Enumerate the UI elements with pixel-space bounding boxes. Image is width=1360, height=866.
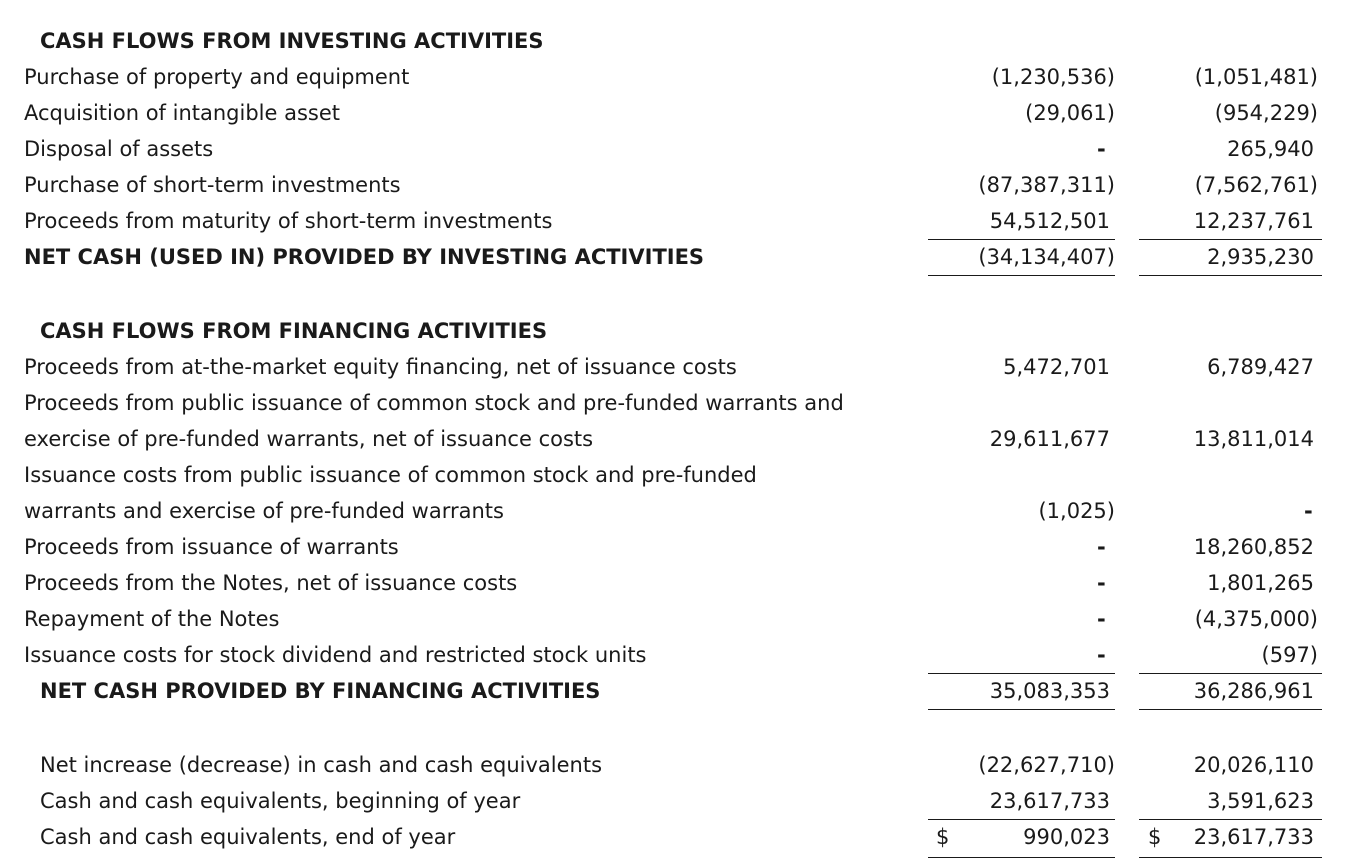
row-label: exercise of pre-funded warrants, net of issuance costs <box>24 427 594 451</box>
row-label: Issuance costs for stock dividend and restricted stock units <box>24 643 647 667</box>
investing-header-row <box>0 23 1360 59</box>
financing-header-row <box>0 313 1360 349</box>
value-current-year: - <box>1097 137 1106 161</box>
row-label: Purchase of property and equipment <box>24 65 410 89</box>
value-current-year: (1,230,536) <box>991 65 1115 89</box>
table-row <box>0 783 1360 819</box>
value-current-year: (87,387,311) <box>978 173 1115 197</box>
value-current-year: (1,025) <box>1038 499 1115 523</box>
total-current-year: (34,134,407) <box>978 245 1115 269</box>
row-label: Proceeds from issuance of warrants <box>24 535 399 559</box>
value-current-year: 23,617,733 <box>989 789 1110 813</box>
ending-cash-row <box>0 819 1360 855</box>
value-prior-year: (1,051,481) <box>1194 65 1318 89</box>
value-current-year: 54,512,501 <box>989 209 1110 233</box>
row-label: warrants and exercise of pre-funded warrants <box>24 499 504 523</box>
value-current-year: 990,023 <box>1023 825 1110 849</box>
value-prior-year: 6,789,427 <box>1207 355 1314 379</box>
value-current-year: - <box>1097 643 1106 667</box>
value-current-year: - <box>1097 607 1106 631</box>
table-row <box>0 529 1360 565</box>
financing-total-row <box>0 673 1360 709</box>
value-prior-year: - <box>1304 499 1313 523</box>
financing-header: CASH FLOWS FROM FINANCING ACTIVITIES <box>40 319 548 343</box>
value-prior-year: (4,375,000) <box>1194 607 1318 631</box>
value-prior-year: (597) <box>1261 643 1318 667</box>
total-prior-year: 2,935,230 <box>1207 245 1314 269</box>
value-prior-year: 18,260,852 <box>1193 535 1314 559</box>
table-row <box>0 637 1360 673</box>
table-row <box>0 747 1360 783</box>
value-current-year: (22,627,710) <box>978 753 1115 777</box>
investing-header: CASH FLOWS FROM INVESTING ACTIVITIES <box>40 29 544 53</box>
row-label: Repayment of the Notes <box>24 607 280 631</box>
row-label: Proceeds from maturity of short-term investments <box>24 209 553 233</box>
value-prior-year: 265,940 <box>1227 137 1314 161</box>
value-current-year: 29,611,677 <box>989 427 1110 451</box>
double-rule <box>928 857 1115 858</box>
row-label: Cash and cash equivalents, end of year <box>40 825 456 849</box>
value-current-year: - <box>1097 571 1106 595</box>
row-label: Proceeds from public issuance of common stock and pre-funded warrants and <box>24 391 844 415</box>
value-prior-year: 13,811,014 <box>1193 427 1314 451</box>
total-prior-year: 36,286,961 <box>1193 679 1314 703</box>
total-rule <box>1139 709 1322 710</box>
value-prior-year: 3,591,623 <box>1207 789 1314 813</box>
table-row <box>0 493 1360 529</box>
table-row <box>0 349 1360 385</box>
table-row <box>0 601 1360 637</box>
table-row <box>0 131 1360 167</box>
value-prior-year: 20,026,110 <box>1193 753 1314 777</box>
currency-symbol: $ <box>936 825 950 849</box>
row-label: Cash and cash equivalents, beginning of year <box>40 789 521 813</box>
row-label: Proceeds from at-the-market equity financing, net of issuance costs <box>24 355 737 379</box>
table-row <box>0 95 1360 131</box>
total-rule <box>928 709 1115 710</box>
row-label: Disposal of assets <box>24 137 214 161</box>
table-row <box>0 167 1360 203</box>
value-prior-year: 1,801,265 <box>1207 571 1314 595</box>
total-current-year: 35,083,353 <box>989 679 1110 703</box>
row-label: Purchase of short-term investments <box>24 173 401 197</box>
row-label: Proceeds from the Notes, net of issuance costs <box>24 571 518 595</box>
currency-symbol: $ <box>1148 825 1162 849</box>
value-current-year: (29,061) <box>1025 101 1115 125</box>
investing-total-row <box>0 239 1360 275</box>
value-prior-year: 23,617,733 <box>1193 825 1314 849</box>
total-rule <box>1139 275 1322 276</box>
table-row <box>0 565 1360 601</box>
row-label: Issuance costs from public issuance of common stock and pre-funded <box>24 463 757 487</box>
value-prior-year: (7,562,761) <box>1194 173 1318 197</box>
total-label: NET CASH PROVIDED BY FINANCING ACTIVITIES <box>40 679 601 703</box>
table-row-line1 <box>0 457 1360 493</box>
value-prior-year: 12,237,761 <box>1193 209 1314 233</box>
table-row <box>0 421 1360 457</box>
table-row-line1 <box>0 385 1360 421</box>
row-label: Acquisition of intangible asset <box>24 101 340 125</box>
table-row <box>0 203 1360 239</box>
total-rule <box>928 275 1115 276</box>
value-current-year: - <box>1097 535 1106 559</box>
value-current-year: 5,472,701 <box>1003 355 1110 379</box>
total-label: NET CASH (USED IN) PROVIDED BY INVESTING ACTIVITIES <box>24 245 705 269</box>
table-row <box>0 59 1360 95</box>
row-label: Net increase (decrease) in cash and cash equivalents <box>40 753 603 777</box>
value-prior-year: (954,229) <box>1214 101 1318 125</box>
double-rule <box>1139 857 1322 858</box>
